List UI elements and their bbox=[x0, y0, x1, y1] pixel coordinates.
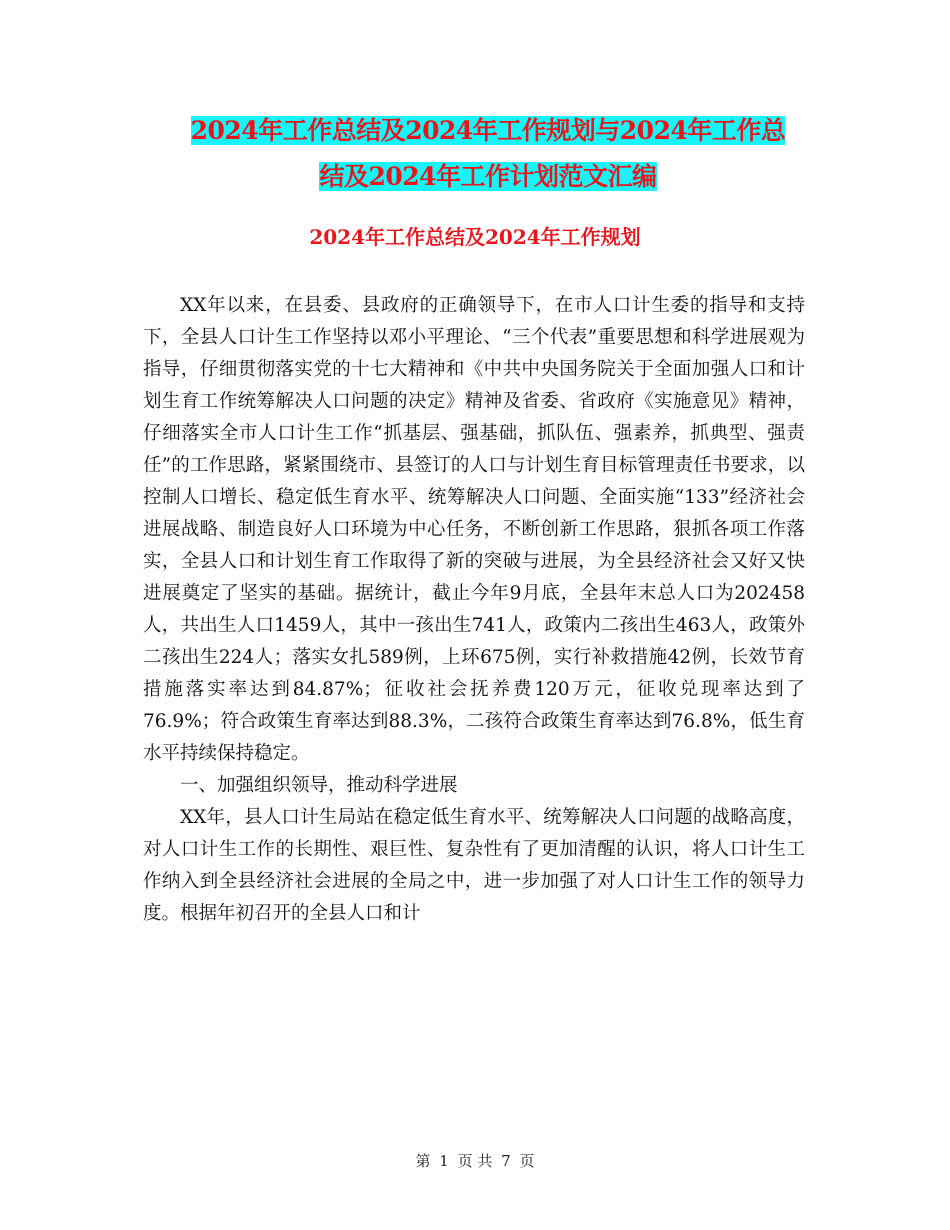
paragraph: XX年，县人口计生局站在稳定低生育水平、统筹解决人口问题的战略高度，对人口计生工作的长期性、艰巨性、复杂性有了更加清醒的认识，将人口计生工作纳入到全县经济社会进展的全局之中，进一步加强了对人口计生工作的领导力度。根据年初召开的全县人口和计 bbox=[143, 807, 805, 924]
footer-middle: 页 共 bbox=[457, 1152, 493, 1170]
footer-suffix: 页 bbox=[519, 1152, 535, 1170]
body-text bbox=[143, 290, 805, 930]
document-title bbox=[168, 108, 808, 200]
title-line-1: 2024年工作总结及2024年工作规划与2024年工作总 bbox=[190, 116, 786, 145]
footer-prefix: 第 bbox=[415, 1152, 431, 1170]
section-title: 2024年工作总结及2024年工作规划 bbox=[309, 225, 641, 249]
paragraph: XX年以来，在县委、县政府的正确领导下，在市人口计生委的指导和支持下，全县人口计生工作坚持以邓小平理论、“三个代表”重要思想和科学进展观为指导，仔细贯彻落实党的十七大精神和《中共中央国务院关于全面加强人口和计划生育工作统筹解决人口问题的决定》精神及省委、省政府《实施意见》精神，仔细落实全市人口计生工作“抓基层、强基础，抓队伍、强素养，抓典型、强责任”的工作思路，紧紧围绕市、县签订的人口与计划生育目标管理责任书要求，以控制人口增长、稳定低生育水平、统筹解决人口问题、全面实施“133”经济社会进展战略、制造良好人口环境为中心任务，不断创新工作思路，狠抓各项工作落实，全县人口和计划生育工作取得了新的突破与进展，为全县经济社会又好又快进展奠定了坚实的基础。据统计，截止今年9月底，全县年末总人口为202458人，共出生人口1459人，其中一孩出生741人，政策内二孩出生463人，政策外二孩出生224人；落实女扎589例，上环675例，实行补救措施42例，长效节育措施落实率达到84.87%；征收社会抚养费120万元，征收兑现率达到了76.9%；符合政策生育率达到88.3%，二孩符合政策生育率达到76.8%，低生育水平持续保持稳定。 bbox=[143, 295, 805, 764]
current-page-number: 1 bbox=[439, 1152, 449, 1170]
title-line-2: 结及2024年工作计划范文汇编 bbox=[319, 162, 657, 191]
section-heading: 一、加强组织领导，推动科学进展 bbox=[180, 775, 458, 796]
page-footer bbox=[0, 1150, 950, 1171]
total-page-count: 7 bbox=[501, 1152, 511, 1170]
